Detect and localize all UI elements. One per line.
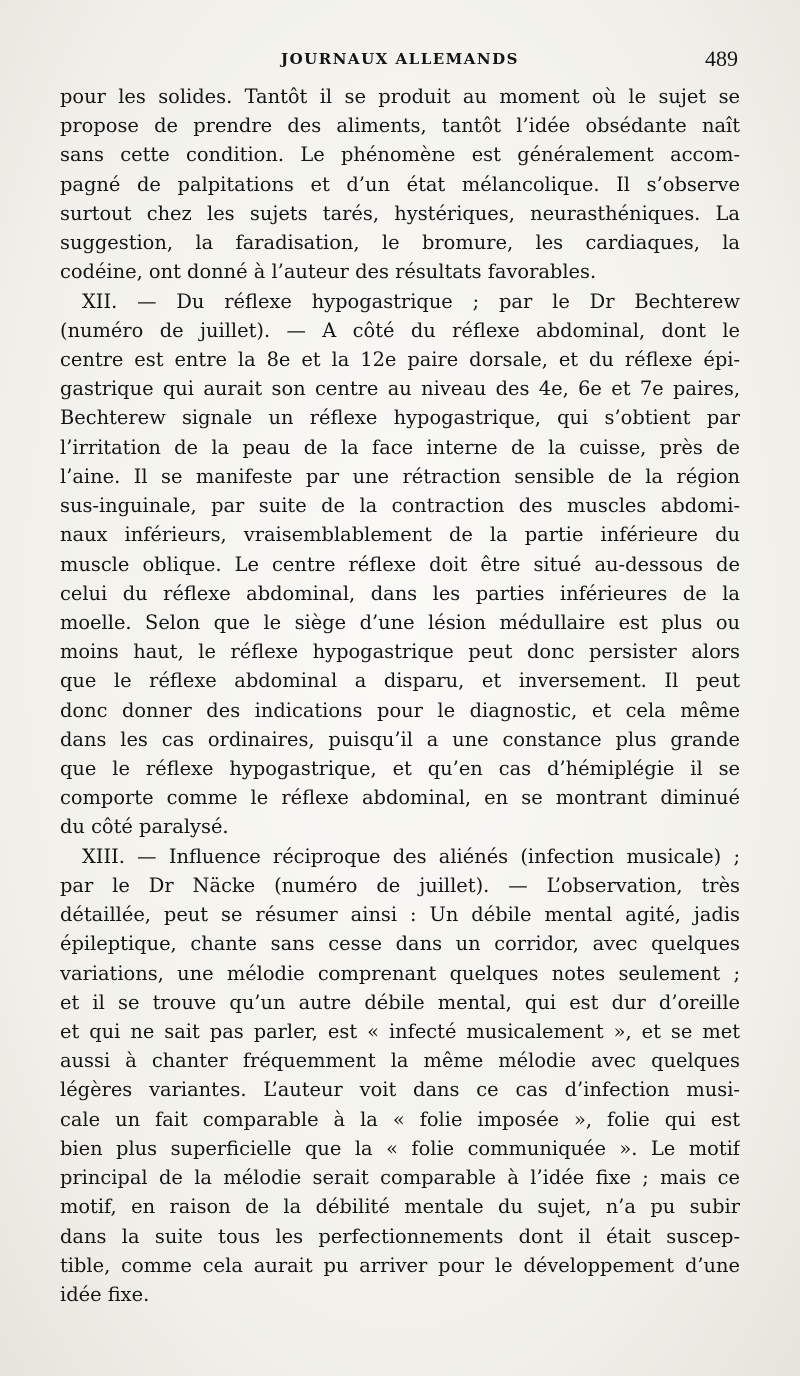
- text-line: et qui ne sait pas parler, est « infecté musicalement », et se met: [60, 1020, 740, 1043]
- text-line: naux inférieurs, vraisemblablement de la partie inférieure du: [60, 523, 740, 547]
- text-line: idée fixe.: [60, 1282, 150, 1306]
- text-line: gastrique qui aurait son centre au niveau des 4e, 6e et 7e paires,: [60, 377, 740, 401]
- text-line: motif, en raison de la débilité mentale du sujet, n’a pu subir: [60, 1195, 740, 1219]
- text-line: cale un fait comparable à la « folie imposée », folie qui est: [60, 1107, 740, 1131]
- text-line: moelle. Selon que le siège d’une lésion médullaire est plus ou: [60, 610, 740, 634]
- text-line: dans les cas ordinaires, puisqu’il a une constance plus grande: [60, 727, 740, 751]
- text-line: l’irritation de la peau de la face interne de la cuisse, près de: [60, 435, 740, 459]
- text-line: surtout chez les sujets tarés, hystériques, neurasthéniques. La: [60, 201, 740, 225]
- text-line: moins haut, le réflexe hypogastrique peut donc persister alors: [60, 640, 740, 664]
- text-line: épileptique, chante sans cesse dans un corridor, avec quelques: [60, 932, 740, 956]
- text-line: et il se trouve qu’un autre débile mental, qui est dur d’oreille: [60, 990, 740, 1014]
- text-line: aussi à chanter fréquemment la même mélodie avec quelques: [60, 1049, 740, 1073]
- text-line: sans cette condition. Le phénomène est généralement accom-: [60, 143, 740, 167]
- text-line: détaillée, peut se résumer ainsi : Un débile mental agité, jadis: [60, 903, 740, 927]
- text-line: comporte comme le réflexe abdominal, en se montrant diminué: [60, 786, 740, 810]
- text-line: codéine, ont donné à l’auteur des résultats favorables.: [60, 260, 597, 284]
- text-line: XIII. — Influence réciproque des aliénés (infection musicale) ;: [82, 844, 740, 868]
- text-line: celui du réflexe abdominal, dans les parties inférieures de la: [60, 581, 740, 605]
- text-line: principal de la mélodie serait comparable à l’idée fixe ; mais ce: [60, 1166, 740, 1190]
- text-line: bien plus superficielle que la « folie communiquée ». Le motif: [60, 1136, 740, 1160]
- text-line: Bechterew signale un réflexe hypogastrique, qui s’obtient par: [60, 406, 740, 430]
- page-number: 489: [705, 46, 738, 71]
- text-line: donc donner des indications pour le diagnostic, et cela même: [60, 698, 740, 722]
- text-line: propose de prendre des aliments, tantôt l’idée obsédante naît: [60, 114, 740, 138]
- text-line: tible, comme cela aurait pu arriver pour le développement d’une: [60, 1253, 740, 1277]
- text-line: que le réflexe hypogastrique, et qu’en cas d’hémiplégie il se: [60, 757, 740, 781]
- text-line: l’aine. Il se manifeste par une rétraction sensible de la région: [60, 464, 740, 488]
- text-line: du côté paralysé.: [60, 815, 229, 839]
- text-line: muscle oblique. Le centre réflexe doit être situé au-dessous de: [60, 552, 740, 576]
- text-line: suggestion, la faradisation, le bromure, les cardiaques, la: [60, 231, 740, 255]
- text-line: (numéro de juillet). — A côté du réflexe abdominal, dont le: [60, 318, 740, 342]
- running-title: JOURNAUX ALLEMANDS: [281, 50, 519, 68]
- text-line: pagné de palpitations et d’un état mélancolique. Il s’observe: [60, 172, 740, 196]
- text-line: XII. — Du réflexe hypogastrique ; par le Dr Bechterew: [82, 289, 740, 313]
- running-head: [60, 44, 740, 76]
- text-line: que le réflexe abdominal a disparu, et inversement. Il peut: [60, 669, 740, 693]
- text-line: légères variantes. L’auteur voit dans ce cas d’infection musi-: [60, 1078, 740, 1102]
- text-line: dans la suite tous les perfectionnements dont il était suscep-: [60, 1224, 740, 1248]
- text-line: par le Dr Näcke (numéro de juillet). — L’observation, très: [60, 873, 740, 897]
- text-line: variations, une mélodie comprenant quelques notes seulement ;: [60, 961, 740, 985]
- text-line: pour les solides. Tantôt il se produit au moment où le sujet se: [60, 85, 740, 108]
- body-text: [60, 82, 740, 1309]
- text-line: sus-inguinale, par suite de la contraction des muscles abdomi-: [60, 494, 740, 518]
- text-line: centre est entre la 8e et la 12e paire dorsale, et du réflexe épi-: [60, 347, 740, 371]
